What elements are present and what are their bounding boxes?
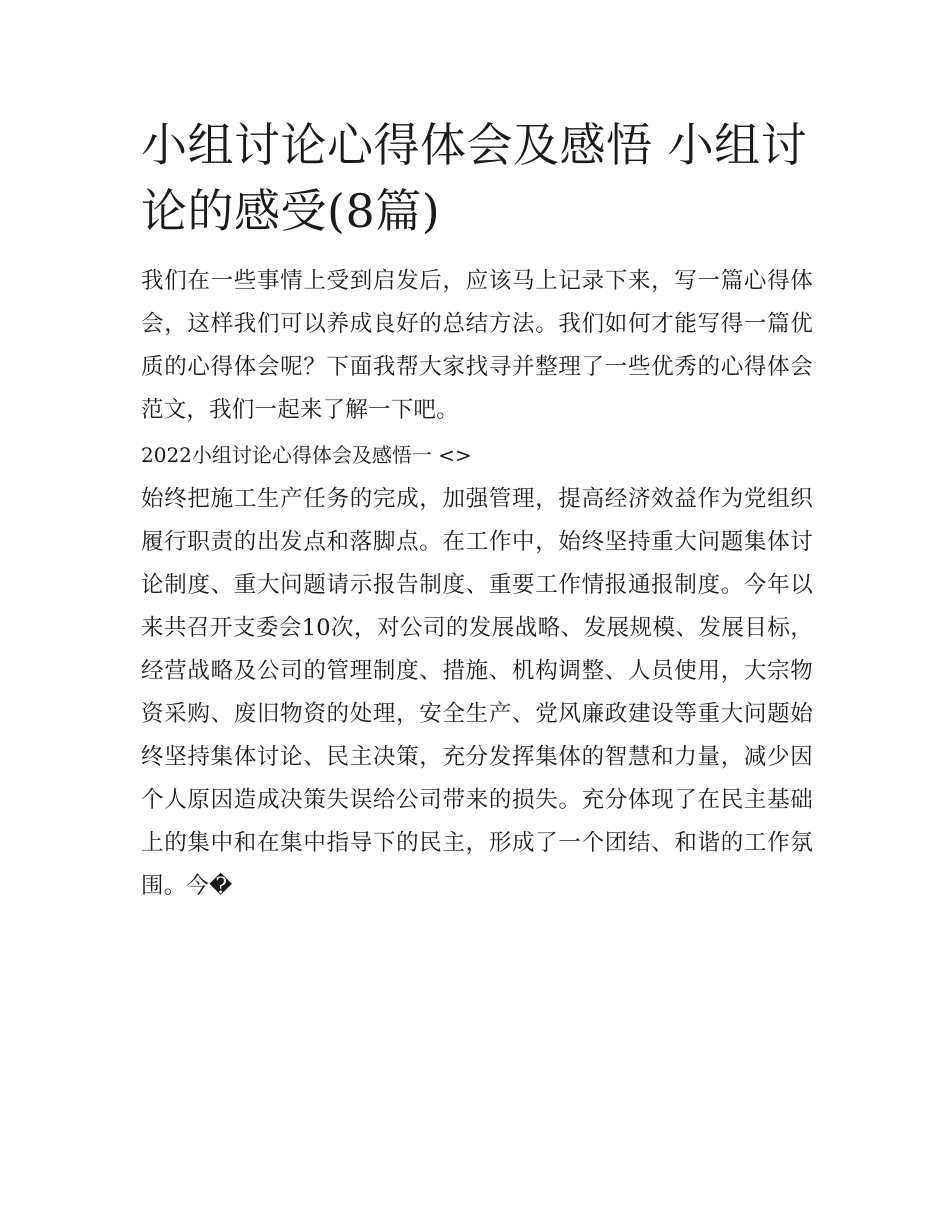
document-page	[141, 112, 813, 908]
document-title: 小组讨论心得体会及感悟 小组讨论的感受(8篇)	[141, 118, 808, 238]
section-heading: 2022小组讨论心得体会及感悟一 <>	[141, 443, 472, 467]
section-body-paragraph: 始终把施工生产任务的完成，加强管理，提高经济效益作为党组织履行职责的出发点和落脚点。在工作中，始终坚持重大问题集体讨论制度、重大问题请示报告制度、重要工作情报通报制度。今年以来共召开支委会10次，对公司的发展战略、发展规模、发展目标，经营战略及公司的管理制度、措施、机构调整、人员使用，大宗物资采购、废旧物资的处理，安全生产、党风廉政建设等重大问题始终坚持集体讨论、民主决策，充分发挥集体的智慧和力量，减少因个人原因造成决策失误给公司带来的损失。充分体现了在民主基础上的集中和在集中指导下的民主，形成了一个团结、和谐的工作氛围。今�	[141, 486, 813, 899]
intro-paragraph: 我们在一些事情上受到启发后，应该马上记录下来，写一篇心得体会，这样我们可以养成良好的总结方法。我们如何才能写得一篇优质的心得体会呢？下面我帮大家找寻并整理了一些优秀的心得体会范文，我们一起来了解一下吧。	[141, 268, 813, 423]
